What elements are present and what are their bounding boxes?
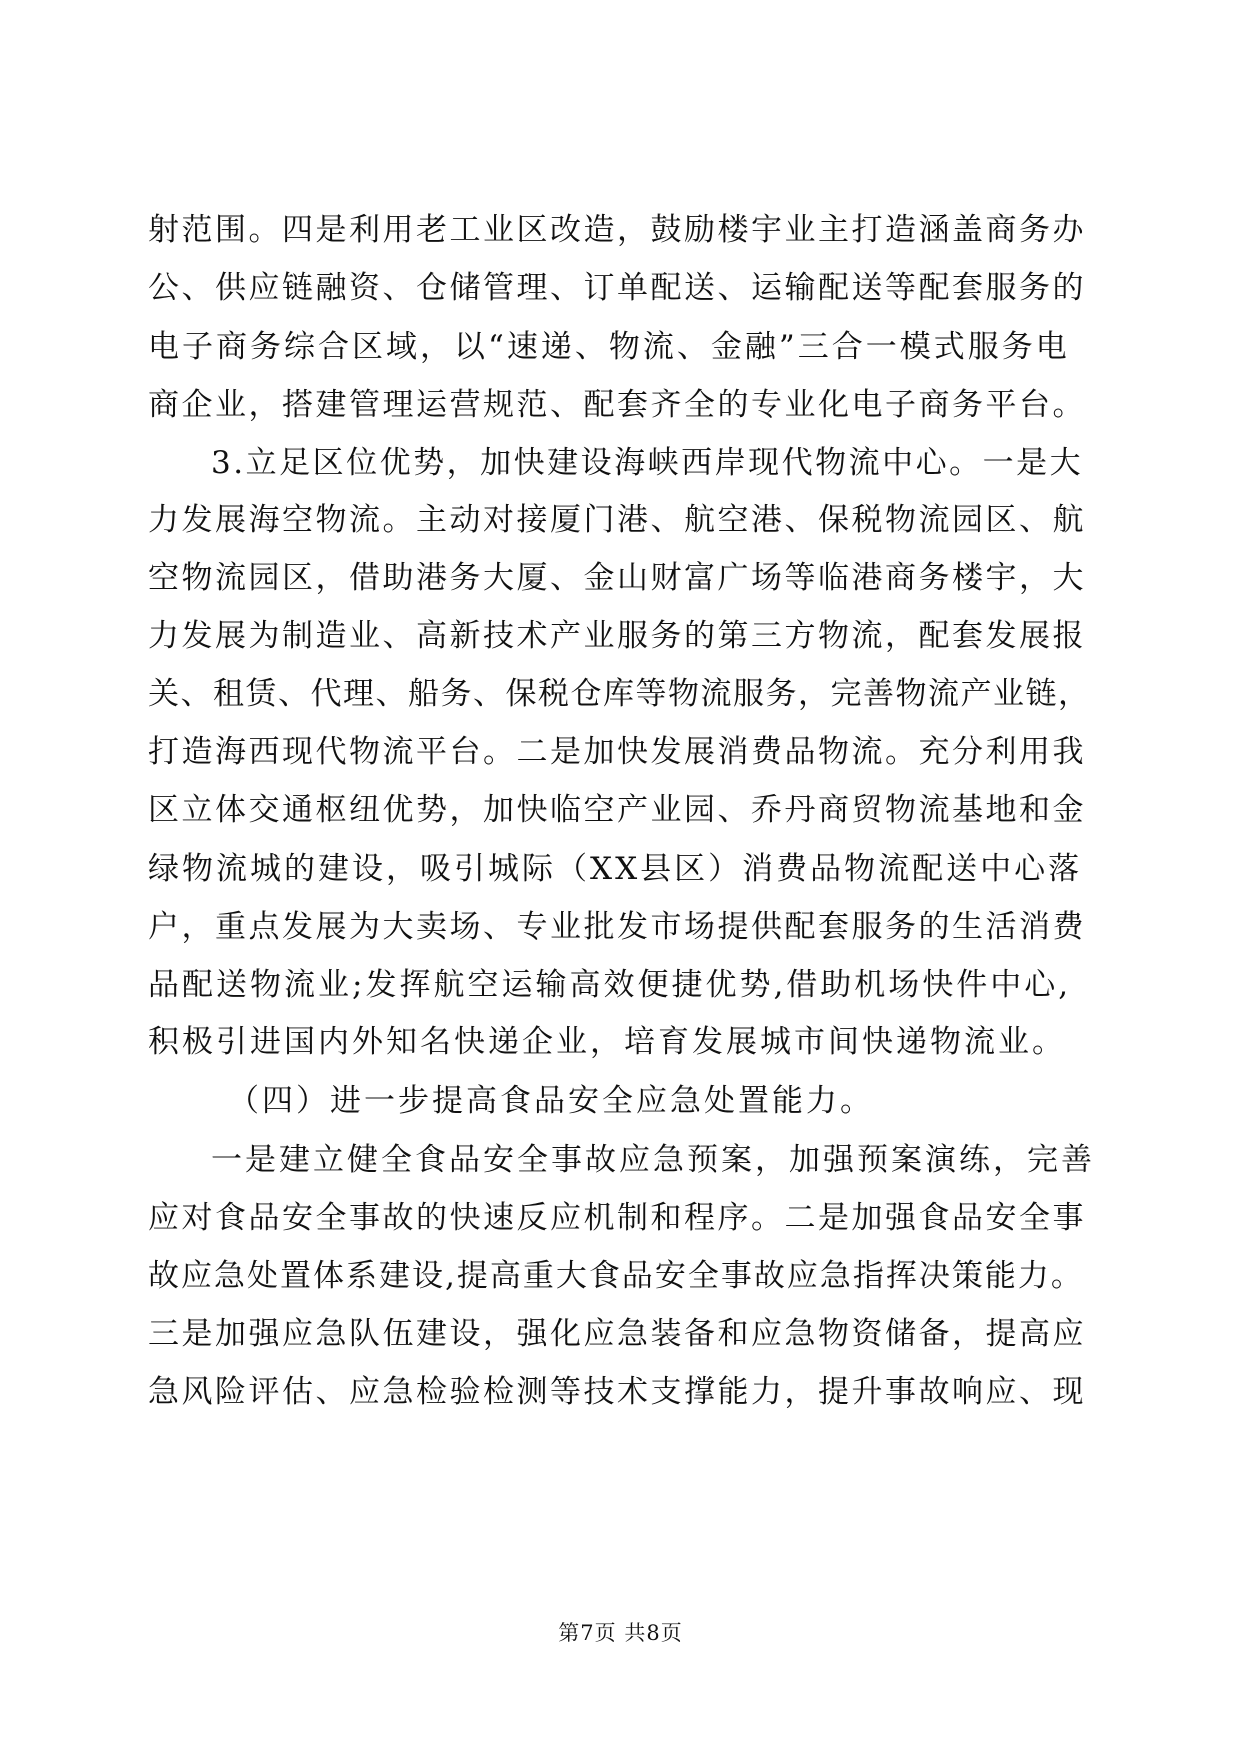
text-line: 品配送物流业;发挥航空运输高效便捷优势,借助机场快件中心, bbox=[148, 967, 1072, 1003]
text-line: 3.立足区位优势，加快建设海峡西岸现代物流中心。一是大 bbox=[211, 445, 1084, 481]
text-line: 三是加强应急队伍建设，强化应急装备和应急物资储备，提高应 bbox=[148, 1316, 1086, 1352]
text-line: 空物流园区，借助港务大厦、金山财富广场等临港商务楼宇，大 bbox=[148, 560, 1086, 596]
text-line: 力发展海空物流。主动对接厦门港、航空港、保税物流园区、航 bbox=[148, 502, 1086, 538]
text-line: 故应急处置体系建设,提高重大食品安全事故应急指挥决策能力。 bbox=[148, 1258, 1084, 1294]
text-line: 户，重点发展为大卖场、专业批发市场提供配套服务的生活消费 bbox=[148, 909, 1086, 945]
text-line: 急风险评估、应急检验检测等技术支撑能力，提升事故响应、现 bbox=[148, 1374, 1086, 1410]
text-line: 应对食品安全事故的快速反应机制和程序。二是加强食品安全事 bbox=[148, 1200, 1086, 1236]
text-line: 射范围。四是利用老工业区改造，鼓励楼宇业主打造涵盖商务办 bbox=[148, 212, 1086, 248]
text-line: 商企业，搭建管理运营规范、配套齐全的专业化电子商务平台。 bbox=[148, 387, 1086, 423]
text-line: 电子商务综合区域，以“速递、物流、金融”三合一模式服务电 bbox=[148, 329, 1070, 365]
text-line: 力发展为制造业、高新技术产业服务的第三方物流，配套发展报 bbox=[148, 618, 1086, 654]
section-heading: （四）进一步提高食品安全应急处置能力。 bbox=[228, 1083, 874, 1119]
text-line: 关、租赁、代理、船务、保税仓库等物流服务，完善物流产业链， bbox=[148, 676, 1091, 712]
page-number-footer: 第7页 共8页 bbox=[558, 1621, 683, 1645]
text-line: 一是建立健全食品安全事故应急预案，加强预案演练，完善 bbox=[211, 1142, 1095, 1178]
text-line: 公、供应链融资、仓储管理、订单配送、运输配送等配套服务的 bbox=[148, 270, 1086, 306]
text-line: 积极引进国内外知名快递企业，培育发展城市间快递物流业。 bbox=[148, 1024, 1066, 1060]
text-line: 区立体交通枢纽优势，加快临空产业园、乔丹商贸物流基地和金 bbox=[148, 792, 1086, 828]
text-line: 绿物流城的建设，吸引城际（XX县区）消费品物流配送中心落 bbox=[148, 851, 1083, 887]
text-line: 打造海西现代物流平台。二是加快发展消费品物流。充分利用我 bbox=[148, 734, 1086, 770]
